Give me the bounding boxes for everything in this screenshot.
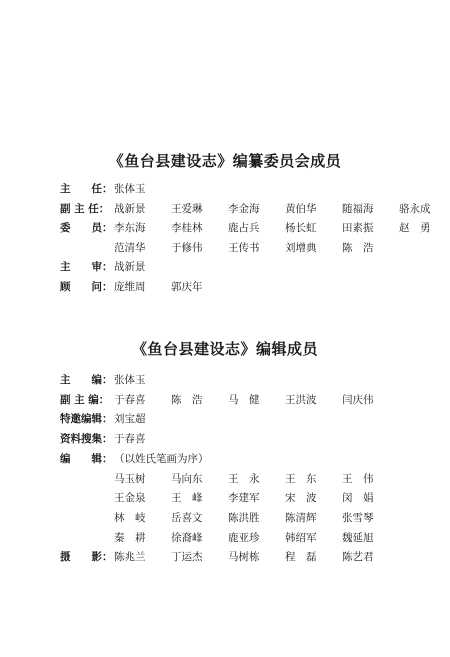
member-name: 陈清辉 bbox=[285, 511, 317, 524]
committee-title: 《鱼台县建设志》编纂委员会成员 bbox=[108, 152, 342, 170]
member-name: 张体玉 bbox=[114, 374, 146, 386]
role-label: 委 员： bbox=[60, 222, 113, 235]
member-name: 张体玉 bbox=[114, 183, 146, 195]
member-name: 徐裔峰 bbox=[171, 531, 203, 544]
member-name: （以姓氏笔画为序） bbox=[114, 452, 209, 465]
member-name: 战新景 bbox=[114, 202, 146, 215]
member-name: 于修伟 bbox=[171, 241, 203, 254]
member-name: 陈兆兰 bbox=[114, 551, 146, 564]
member-name: 林 岐 bbox=[114, 511, 146, 524]
member-name: 闫庆伟 bbox=[342, 393, 374, 406]
member-name: 鹿亚珍 bbox=[228, 531, 260, 544]
member-name: 战新景 bbox=[114, 261, 146, 274]
member-name: 韩绍军 bbox=[285, 531, 317, 544]
role-label: 副 主 任： bbox=[60, 202, 110, 215]
member-name: 骆永成 bbox=[399, 202, 431, 215]
editorial-title: 《鱼台县建设志》编辑成员 bbox=[131, 340, 318, 358]
role-label: 特邀编辑： bbox=[60, 413, 113, 426]
member-name: 宋 波 bbox=[285, 492, 317, 505]
member-name: 范清华 bbox=[114, 241, 146, 254]
member-name: 刘宝超 bbox=[114, 413, 146, 426]
member-name: 马 健 bbox=[228, 393, 260, 406]
role-label: 编 辑： bbox=[60, 452, 113, 465]
member-name: 秦 耕 bbox=[114, 531, 146, 544]
member-name: 张雪琴 bbox=[342, 511, 374, 524]
member-name: 于春喜 bbox=[114, 433, 146, 446]
member-name: 鹿占兵 bbox=[228, 222, 260, 235]
role-label: 主 任： bbox=[60, 183, 113, 195]
member-name: 王传书 bbox=[228, 241, 260, 254]
member-name: 魏延旭 bbox=[342, 531, 374, 544]
member-name: 郭庆年 bbox=[171, 281, 203, 293]
member-name: 于春喜 bbox=[114, 393, 146, 406]
member-name: 岳喜文 bbox=[171, 511, 203, 524]
member-name: 李东海 bbox=[114, 222, 146, 235]
member-name: 陈洪胜 bbox=[228, 511, 260, 524]
member-name: 李金海 bbox=[228, 202, 260, 215]
role-label: 摄 影： bbox=[60, 551, 113, 564]
role-label: 资料搜集： bbox=[60, 433, 113, 446]
member-name: 随福海 bbox=[342, 202, 374, 215]
member-name: 王 峰 bbox=[171, 492, 203, 505]
member-name: 丁运杰 bbox=[171, 551, 203, 564]
role-label: 顾 问： bbox=[60, 281, 113, 293]
member-name: 庞维周 bbox=[114, 281, 146, 293]
member-name: 马树栋 bbox=[228, 551, 260, 564]
member-name: 程 磊 bbox=[285, 551, 317, 564]
member-name: 马玉树 bbox=[114, 472, 146, 485]
member-name: 马向东 bbox=[171, 472, 203, 485]
role-label: 主 审： bbox=[60, 261, 113, 274]
member-name: 赵 勇 bbox=[399, 222, 431, 235]
member-name: 杨长虹 bbox=[285, 222, 317, 235]
member-name: 王 伟 bbox=[342, 472, 374, 485]
member-name: 王爱琳 bbox=[171, 202, 203, 215]
member-name: 陈 浩 bbox=[171, 393, 203, 406]
member-name: 陈艺君 bbox=[342, 551, 374, 564]
member-name: 刘增典 bbox=[285, 241, 317, 254]
role-label: 副 主 编： bbox=[60, 393, 110, 406]
member-name: 陈 浩 bbox=[342, 241, 374, 254]
member-name: 李桂林 bbox=[171, 222, 203, 235]
member-name: 闵 娟 bbox=[342, 492, 374, 505]
member-name: 李建军 bbox=[228, 492, 260, 505]
role-label: 主 编： bbox=[60, 374, 113, 386]
member-name: 黄伯华 bbox=[285, 202, 317, 215]
member-name: 王洪波 bbox=[285, 393, 317, 406]
member-name: 王 东 bbox=[285, 472, 317, 485]
member-name: 田素振 bbox=[342, 222, 374, 235]
member-name: 王金泉 bbox=[114, 492, 146, 505]
member-name: 王 永 bbox=[228, 472, 260, 485]
